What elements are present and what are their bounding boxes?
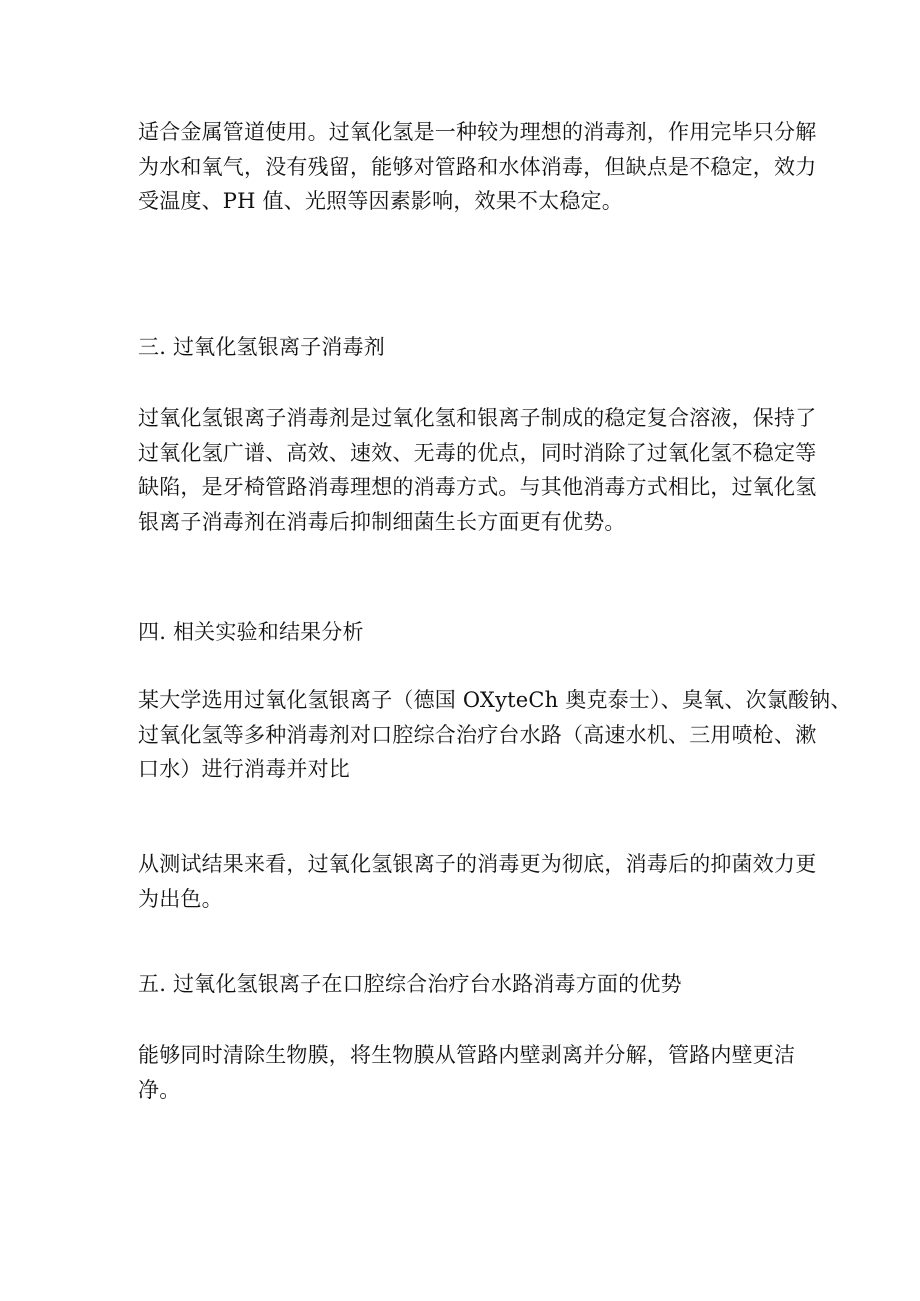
text-line: 从测试结果来看，过氧化氢银离子的消毒更为彻底，消毒后的抑菌效力更 xyxy=(138,852,817,876)
paragraph-silver-ion-disinfectant xyxy=(138,401,817,539)
text-line: 银离子消毒剂在消毒后抑制细菌生长方面更有优势。 xyxy=(138,509,626,534)
text-line: 为出色。 xyxy=(138,886,223,911)
text-line: 过氧化氢等多种消毒剂对口腔综合治疗台水路（高速水机、三用喷枪、漱 xyxy=(138,722,817,747)
text-line: 缺陷，是牙椅管路消毒理想的消毒方式。与其他消毒方式相比，过氧化氢 xyxy=(138,475,817,499)
paragraph-hydrogen-peroxide xyxy=(138,115,817,219)
section-heading-4: 四. 相关实验和结果分析 xyxy=(138,620,364,644)
text-line: 适合金属管道使用。过氧化氢是一种较为理想的消毒剂，作用完毕只分解 xyxy=(138,120,817,144)
paragraph-results xyxy=(138,847,817,916)
text-line: 口水）进行消毒并对比 xyxy=(138,757,350,781)
section-heading-3: 三. 过氧化氢银离子消毒剂 xyxy=(138,335,385,359)
text-line: 过氧化氢广谱、高效、速效、无毒的优点，同时消除了过氧化氢不稳定等 xyxy=(138,440,817,465)
text-line: 能够同时清除生物膜，将生物膜从管路内壁剥离并分解，管路内壁更洁 xyxy=(138,1043,796,1067)
text-line: 某大学选用过氧化氢银离子（德国 OXyteCh 奥克泰士）、臭氧、次氯酸钠、 xyxy=(138,688,852,712)
text-line: 受温度、PH 值、光照等因素影响，效果不太稳定。 xyxy=(138,189,623,213)
section-heading-5: 五. 过氧化氢银离子在口腔综合治疗台水路消毒方面的优势 xyxy=(138,972,682,996)
paragraph-advantages xyxy=(138,1038,796,1107)
text-line: 为水和氧气，没有残留，能够对管路和水体消毒，但缺点是不稳定，效力 xyxy=(138,154,817,179)
text-line: 过氧化氢银离子消毒剂是过氧化氢和银离子制成的稳定复合溶液，保持了 xyxy=(138,406,817,430)
paragraph-experiment xyxy=(138,683,852,787)
text-line: 净。 xyxy=(138,1077,181,1102)
